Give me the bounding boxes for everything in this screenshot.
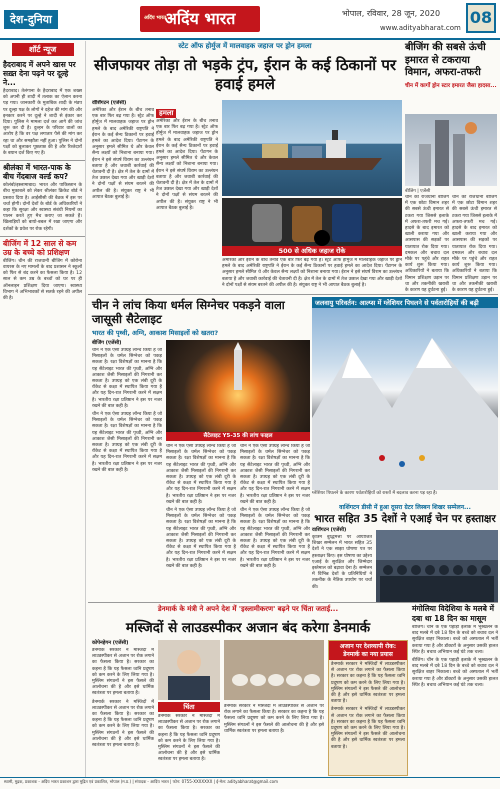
rocket-caption: सैटेलाइट Y5-35 की लांच फाइल: [166, 432, 310, 441]
denmark-box-body: [329, 660, 407, 755]
top-story-column-2: [156, 100, 218, 290]
china-body-1: [92, 348, 162, 474]
ai-headline[interactable]: भारत सहित 35 देशों ने एआई चेन पर हस्ताक्षर: [314, 513, 496, 525]
denmark-kicker: डेनमार्क के मंत्री ने अपने देश में 'इस्लामीकरण' बढ़ने पर चिंता जताई...: [157, 605, 339, 613]
mangolia-body: [412, 625, 498, 775]
edition-date: भोपाल, रविवार, 28 जून, 2020: [342, 9, 441, 18]
left-paragraph-2: कोलंबो/इस्लामाबाद। भारत और पाकिस्तान के बीच मुकाबले को लेकर श्रीलंका क्रिकेट बोर्ड ने प्रस्ताव दिया है। आईसीसी की बैठक में इस पर चर्चा होगी। दोनों देशों के बोर्ड के अधिकारियों ने कहा कि सुरक्षा और स्वास्थ्य संबंधी नियमों का पालन करते हुए मैच कराए जा सकते हैं। खिलाड़ियों को बायो-बबल में रखा जाएगा और दर्शकों के प्रवेश पर रोक रहेगी।: [3, 183, 82, 232]
left-headline-1[interactable]: हैदराबाद में अपने खास पर सख़्त देना पढ़ने पर दूल्हे ने...: [3, 60, 76, 87]
ship-illustration: [222, 100, 402, 196]
ai-kicker: वाशिंगटन डीसी में हुआ दूसरा ग्रेटर लिस्बन शिखर सम्मेलन...: [339, 504, 471, 511]
ai-column-1: [312, 535, 372, 601]
oil-barrels-photo: [222, 198, 402, 246]
imprint-footer: स्वामी, मुद्रक, प्रकाशक - अदिंय भारत प्रकाशन द्वारा मुद्रित एवं प्रकाशित, भोपाल (म.प्र.) | संपादक - आदिंय भारत | फोन: 0755-XXXXXXX | ई-मेल: adityabharat@gmail.com: [0, 777, 500, 789]
top-story-column-1: [92, 100, 154, 290]
beijing-body-1: [405, 195, 449, 293]
denmark-byline: कोपेनहेगन (एजेंसी): [92, 640, 129, 646]
rocket-launch-photo: [166, 340, 310, 432]
left-column: [0, 41, 86, 777]
brand-name: अदिंय भारत: [164, 9, 236, 28]
tower-illustration: [405, 114, 497, 186]
left-headline-3[interactable]: बीजिंग में 12 साल से कम उम्र के बच्चे को प्रशिक्षण: [0, 236, 85, 259]
top-byline: वॉशिंगटन (एजेंसी): [92, 100, 127, 106]
barrels-illustration: [222, 198, 402, 246]
beijing-paragraph-1: चीन की राजधानी बीजिंग में एक छोटा विमान शहर की सबसे ऊंची इमारत से टकरा गया जिससे इलाके में अफरा-तफरी मच गई। हादसे के बाद इमारत को खाली कराया गया और आसपास की सड़कों पर यातायात रोक दिया गया। दमकल और बचाव दल मौके पर पहुंचे और राहत कार्य शुरू किया गया। अधिकारियों ने बताया कि विमान प्रशिक्षण उड़ान पर था और तकनीकी खराबी के कारण यह दुर्घटना हुई।: [405, 195, 449, 293]
left-paragraph-1: हैदराबाद। तेलंगाना के हैदराबाद में एक शख्स को अपनी ही शादी में तलाक का ऐलान करना पड़ गया। जानकारी के मुताबिक शादी के मंडप पर दूल्हा पक्ष के लोगों ने दहेज की मांग की और इनकार करने पर दूल्हे ने शादी से इंकार कर दिया। पुलिस ने मामला दर्ज कर आगे की जांच शुरू कर दी है। दुल्हन के परिवार वालों का आरोप है कि वर पक्ष लगातार पैसे की मांग कर रहा था और समझौता नहीं हुआ। पुलिस ने दोनों पक्षों को बुलाकर पूछताछ की है और रिश्तेदारों के बयान दर्ज किए गए हैं।: [3, 89, 82, 157]
page-number: 08: [466, 3, 496, 33]
ai-paragraph-1: कृत्रिम बुद्धिमत्ता पर आयोजित शिखर सम्मेलन में भारत सहित 35 देशों ने एक साझा घोषणा पत्र पर हस्ताक्षर किए। इस घोषणा का उद्देश्य एआई के सुरक्षित और जिम्मेदार इस्तेमाल को बढ़ावा देना है। सम्मेलन में विभिन्न देशों के प्रतिनिधियों ने तकनीक के नैतिक उपयोग पर चर्चा की।: [312, 535, 372, 590]
denmark-box-paragraph: डेनमार्क सरकार ने मस्जिदों में लाउडस्पीकर से अजान पर रोक लगाने का फैसला किया है। सरकार का कहना है कि यह फैसला ध्वनि प्रदूषण को कम करने के लिए लिया गया है। मुस्लिम संगठनों ने इस फैसले की आलोचना की है और इसे धार्मिक स्वतंत्रता पर हमला बताया है।: [331, 662, 405, 705]
denmark-box-title: अजान पर देशव्यापी रोक: डेनमार्क का नया प्रयास: [329, 641, 407, 660]
denmark-body-3: [224, 704, 324, 735]
brand-logo[interactable]: [140, 6, 260, 32]
chinta-tag: चिंता: [158, 702, 220, 712]
mangolia-story: [412, 604, 498, 775]
top-kicker: स्टेट ऑफ होर्मुज में मालवाहक जहाज पर ड्रोन हमला: [178, 42, 312, 50]
minister-photo: [158, 640, 220, 700]
brand-tagline: अदिंय भारत: [144, 15, 167, 21]
denmark-column-1: [92, 648, 154, 776]
beijing-headline[interactable]: बीजिंग की सबसे ऊंची इमारत से टकराया विमान, अफरा-तफरी: [405, 42, 486, 78]
china-byline: बीजिंग (एजेंसी): [92, 340, 122, 346]
denmark-paragraph-3: डेनमार्क सरकार ने मस्जिदों में लाउडस्पीकर से अजान पर रोक लगाने का फैसला किया है। सरकार का कहना है कि यह फैसला ध्वनि प्रदूषण को कम करने के लिए लिया गया है। मुस्लिम संगठनों ने इस फैसले की आलोचना की है और इसे धार्मिक स्वतंत्रता पर हमला बताया है।: [224, 704, 324, 734]
glacier-tag: जलवायु परिवर्तन: आल्प्स में ग्लेशियर पिघलने से पर्वतारोहियों की बढ़ी: [312, 297, 498, 317]
left-paragraph-3: बीजिंग। चीन की राजधानी बीजिंग में कोरोना वायरस के नए मामलों के बाद प्रशासन ने स्कूलों को फिर से बंद करने का फैसला किया है। 12 साल से कम उम्र के बच्चों को घर पर ही ऑनलाइन प्रशिक्षण दिया जाएगा। स्वास्थ्य विभाग ने अभिभावकों से सतर्क रहने की अपील की है।: [3, 258, 82, 302]
left-body-3: [0, 259, 85, 302]
china-paragraph-2: चीन ने एक ऐसा उपग्रह लॉन्च किया है जो मिसाइलों के थर्मल सिग्नेचर को पकड़ सकता है। रक्षा विशेषज्ञों का मानना है कि यह सैटेलाइट भारत की पृथ्वी, अग्नि और आकाश जैसी मिसाइलों की निगरानी कर सकता है। उपग्रह को एक लंबी दूरी के रॉकेट से कक्षा में स्थापित किया गया है और यह दिन-रात निगरानी करने में सक्षम है। भारतीय रक्षा प्रतिष्ठान ने इस पर नजर रखने की बात कही है।: [166, 444, 236, 505]
top-paragraph-3: अमेरिका और ईरान के बीच तनाव एक बार फिर बढ़ गया है। स्ट्रेट ऑफ होर्मुज में मालवाहक जहाज पर ड्रोन हमले के बाद अमेरिकी राष्ट्रपति ने ईरान के कई सैन्य ठिकानों पर हवाई हमले का आदेश दिया। पेंटागन के अनुसार हमले सीमित थे और केवल सैन्य लक्ष्यों को निशाना बनाया गया। ईरान ने इसे संघर्ष विराम का उल्लंघन बताया है और जवाबी कार्रवाई की चेतावनी दी है। क्षेत्र में तेल के दामों में तेज उछाल देखा गया और खाड़ी देशों ने दोनों पक्षों से संयम बरतने की अपील की है। संयुक्त राष्ट्र ने भी आपात बैठक बुलाई है।: [222, 258, 402, 288]
left-body-2: [0, 183, 85, 233]
top-paragraph-1: अमेरिका और ईरान के बीच तनाव एक बार फिर बढ़ गया है। स्ट्रेट ऑफ होर्मुज में मालवाहक जहाज पर ड्रोन हमले के बाद अमेरिकी राष्ट्रपति ने ईरान के कई सैन्य ठिकानों पर हवाई हमले का आदेश दिया। पेंटागन के अनुसार हमले सीमित थे और केवल सैन्य लक्ष्यों को निशाना बनाया गया। ईरान ने इसे संघर्ष विराम का उल्लंघन बताया है और जवाबी कार्रवाई की चेतावनी दी है। क्षेत्र में तेल के दामों में तेज उछाल देखा गया और खाड़ी देशों ने दोनों पक्षों से संयम बरतने की अपील की है। संयुक्त राष्ट्र ने भी आपात बैठक बुलाई है।: [92, 108, 154, 200]
top-body-3: [222, 258, 402, 289]
china-paragraph-1b: चीन ने एक ऐसा उपग्रह लॉन्च किया है जो मिसाइलों के थर्मल सिग्नेचर को पकड़ सकता है। रक्षा विशेषज्ञों का मानना है कि यह सैटेलाइट भारत की पृथ्वी, अग्नि और आकाश जैसी मिसाइलों की निगरानी कर सकता है। उपग्रह को एक लंबी दूरी के रॉकेट से कक्षा में स्थापित किया गया है और यह दिन-रात निगरानी करने में सक्षम है। भारतीय रक्षा प्रतिष्ठान ने इस पर नजर रखने की बात कही है।: [92, 412, 162, 473]
rocket-illustration: [166, 340, 310, 432]
masthead: [0, 0, 500, 38]
denmark-box-paragraph-b: डेनमार्क सरकार ने मस्जिदों में लाउडस्पीकर से अजान पर रोक लगाने का फैसला किया है। सरकार का कहना है कि यह फैसला ध्वनि प्रदूषण को कम करने के लिए लिया गया है। मुस्लिम संगठनों ने इस फैसले की आलोचना की है और इसे धार्मिक स्वतंत्रता पर हमला बताया है।: [331, 707, 405, 750]
top-headline[interactable]: सीजफायर तोड़ा तो भड़के ट्रंप, ईरान के कई ठिकानों पर हवाई हमले: [93, 56, 397, 93]
china-body-2: [166, 444, 236, 570]
china-column-1: [92, 348, 162, 600]
hamla-tag: हमला: [156, 109, 176, 118]
summit-group-illustration: [376, 530, 498, 602]
denmark-body-1: [92, 648, 154, 749]
divider-1: [88, 294, 498, 295]
site-url[interactable]: www.adityabharat.com: [380, 24, 461, 32]
beijing-paragraph-2: चीन की राजधानी बीजिंग में एक छोटा विमान शहर की सबसे ऊंची इमारत से टकरा गया जिससे इलाके में अफरा-तफरी मच गई। हादसे के बाद इमारत को खाली कराया गया और आसपास की सड़कों पर यातायात रोक दिया गया। दमकल और बचाव दल मौके पर पहुंचे और राहत कार्य शुरू किया गया। अधिकारियों ने बताया कि विमान प्रशिक्षण उड़ान पर था और तकनीकी खराबी के कारण यह दुर्घटना हुई।: [452, 195, 497, 293]
top-photo-caption: 500 से अधिक जहाज रोके: [222, 246, 402, 256]
beijing-column-2: [452, 195, 497, 293]
top-paragraph-2: अमेरिका और ईरान के बीच तनाव एक बार फिर बढ़ गया है। स्ट्रेट ऑफ होर्मुज में मालवाहक जहाज पर ड्रोन हमले के बाद अमेरिकी राष्ट्रपति ने ईरान के कई सैन्य ठिकानों पर हवाई हमले का आदेश दिया। पेंटागन के अनुसार हमले सीमित थे और केवल सैन्य लक्ष्यों को निशाना बनाया गया। ईरान ने इसे संघर्ष विराम का उल्लंघन बताया है और जवाबी कार्रवाई की चेतावनी दी है। क्षेत्र में तेल के दामों में तेज उछाल देखा गया और खाड़ी देशों ने दोनों पक्षों से संयम बरतने की अपील की है। संयुक्त राष्ट्र ने भी आपात बैठक बुलाई है।: [156, 119, 218, 211]
china-paragraph-3b: चीन ने एक ऐसा उपग्रह लॉन्च किया है जो मिसाइलों के थर्मल सिग्नेचर को पकड़ सकता है। रक्षा विशेषज्ञों का मानना है कि यह सैटेलाइट भारत की पृथ्वी, अग्नि और आकाश जैसी मिसाइलों की निगरानी कर सकता है। उपग्रह को एक लंबी दूरी के रॉकेट से कक्षा में स्थापित किया गया है और यह दिन-रात निगरानी करने में सक्षम है। भारतीय रक्षा प्रतिष्ठान ने इस पर नजर रखने की बात कही है।: [240, 508, 310, 569]
section-label: देश-दुनिया: [4, 10, 58, 29]
beijing-tower-photo: [405, 114, 497, 186]
ai-byline: वाशिंगटन (एजेंसी): [312, 527, 347, 533]
china-column-2: [166, 444, 236, 600]
top-story-column-3: [222, 258, 402, 292]
beijing-subhead: चीन में कार्गो ड्रोन स्टार इमारत जैसा हादसा...: [405, 82, 497, 89]
mangolia-paragraph-b: बीजिंग। चीन के एक पहाड़ी इलाके में भूस्खलन के बाद मलबे में दबे 18 दिन के बच्चे को बचाव दल ने सुरक्षित बाहर निकाला। बच्चे को अस्पताल में भर्ती कराया गया है और डॉक्टरों के अनुसार उसकी हालत स्थिर है। बचाव अभियान कई घंटे तक चला।: [412, 658, 498, 688]
denmark-paragraph-1: डेनमार्क सरकार ने मस्जिदों में लाउडस्पीकर से अजान पर रोक लगाने का फैसला किया है। सरकार का कहना है कि यह फैसला ध्वनि प्रदूषण को कम करने के लिए लिया गया है। मुस्लिम संगठनों ने इस फैसले की आलोचना की है और इसे धार्मिक स्वतंत्रता पर हमला बताया है।: [92, 648, 154, 697]
glacier-photo: [312, 308, 498, 490]
beijing-story: [405, 42, 497, 89]
denmark-paragraph-1b: डेनमार्क सरकार ने मस्जिदों में लाउडस्पीकर से अजान पर रोक लगाने का फैसला किया है। सरकार का कहना है कि यह फैसला ध्वनि प्रदूषण को कम करने के लिए लिया गया है। मुस्लिम संगठनों ने इस फैसले की आलोचना की है और इसे धार्मिक स्वतंत्रता पर हमला बताया है।: [92, 699, 154, 749]
left-body-1: [0, 89, 85, 157]
left-headline-2[interactable]: श्रीलंका में भारत-पाक के बीच गेंदबाज वर्ल्ड कप?: [0, 160, 85, 183]
divider-2: [88, 602, 498, 603]
denmark-column-3: [224, 704, 324, 776]
denmark-headline[interactable]: मस्जिदों से लाउडस्पीकर अजान बंद करेगा डेनमार्क: [125, 620, 371, 636]
minister-portrait: [158, 640, 220, 700]
beijing-column-1: [405, 195, 449, 293]
denmark-paragraph-2: डेनमार्क सरकार ने मस्जिदों में लाउडस्पीकर से अजान पर रोक लगाने का फैसला किया है। सरकार का कहना है कि यह फैसला ध्वनि प्रदूषण को कम करने के लिए लिया गया है। मुस्लिम संगठनों ने इस फैसले की आलोचना की है और इसे धार्मिक स्वतंत्रता पर हमला बताया है।: [158, 714, 220, 763]
denmark-column-2: [158, 714, 220, 776]
china-subhead: भारत की पृथ्वी, अग्नि, आकाश मिसाइलों को खतरा?: [92, 329, 219, 337]
mountain-illustration: [312, 308, 498, 490]
glacier-caption: ग्लेशियर पिघलने के कारण पर्वतारोहियों को रास्तों में बदलाव करना पड़ रहा है।: [312, 491, 438, 496]
china-headline[interactable]: चीन ने लांच किया धर्मल सिग्नेचर पकड़ने वाला जासूसी सैटेलाइट: [92, 298, 285, 326]
denmark-sidebar-box: [328, 640, 408, 776]
top-body-1: [92, 108, 154, 201]
china-column-3: [240, 444, 310, 600]
mangolia-paragraph: बीजिंग। चीन के एक पहाड़ी इलाके में भूस्खलन के बाद मलबे में दबे 18 दिन के बच्चे को बचाव दल ने सुरक्षित बाहर निकाला। बच्चे को अस्पताल में भर्ती कराया गया है और डॉक्टरों के अनुसार उसकी हालत स्थिर है। बचाव अभियान कई घंटे तक चला।: [412, 625, 498, 655]
denmark-body-2: [158, 714, 220, 764]
china-body-3: [240, 444, 310, 570]
prayer-illustration: [224, 640, 324, 700]
china-paragraph-3: चीन ने एक ऐसा उपग्रह लॉन्च किया है जो मिसाइलों के थर्मल सिग्नेचर को पकड़ सकता है। रक्षा विशेषज्ञों का मानना है कि यह सैटेलाइट भारत की पृथ्वी, अग्नि और आकाश जैसी मिसाइलों की निगरानी कर सकता है। उपग्रह को एक लंबी दूरी के रॉकेट से कक्षा में स्थापित किया गया है और यह दिन-रात निगरानी करने में सक्षम है। भारतीय रक्षा प्रतिष्ठान ने इस पर नजर रखने की बात कही है।: [240, 444, 310, 505]
top-body-2: [156, 119, 218, 212]
beijing-body-2: [452, 195, 497, 293]
beijing-credit: बीजिंग | एजेंसी: [405, 189, 431, 194]
summit-photo: [376, 530, 498, 602]
ai-body-1: [312, 535, 372, 591]
china-paragraph-1: चीन ने एक ऐसा उपग्रह लॉन्च किया है जो मिसाइलों के थर्मल सिग्नेचर को पकड़ सकता है। रक्षा विशेषज्ञों का मानना है कि यह सैटेलाइट भारत की पृथ्वी, अग्नि और आकाश जैसी मिसाइलों की निगरानी कर सकता है। उपग्रह को एक लंबी दूरी के रॉकेट से कक्षा में स्थापित किया गया है और यह दिन-रात निगरानी करने में सक्षम है। भारतीय रक्षा प्रतिष्ठान ने इस पर नजर रखने की बात कही है।: [92, 348, 162, 409]
header-rule: [0, 38, 500, 40]
mangolia-headline[interactable]: मंगोलिया विदेशिया के मलबे में दबा था 18 दिन का मासूम: [412, 604, 494, 623]
short-news-tag: शॉर्ट न्यूज: [12, 43, 74, 56]
ship-photo: [222, 100, 402, 196]
mosque-photo: [224, 640, 324, 700]
china-paragraph-2b: चीन ने एक ऐसा उपग्रह लॉन्च किया है जो मिसाइलों के थर्मल सिग्नेचर को पकड़ सकता है। रक्षा विशेषज्ञों का मानना है कि यह सैटेलाइट भारत की पृथ्वी, अग्नि और आकाश जैसी मिसाइलों की निगरानी कर सकता है। उपग्रह को एक लंबी दूरी के रॉकेट से कक्षा में स्थापित किया गया है और यह दिन-रात निगरानी करने में सक्षम है। भारतीय रक्षा प्रतिष्ठान ने इस पर नजर रखने की बात कही है।: [166, 508, 236, 569]
